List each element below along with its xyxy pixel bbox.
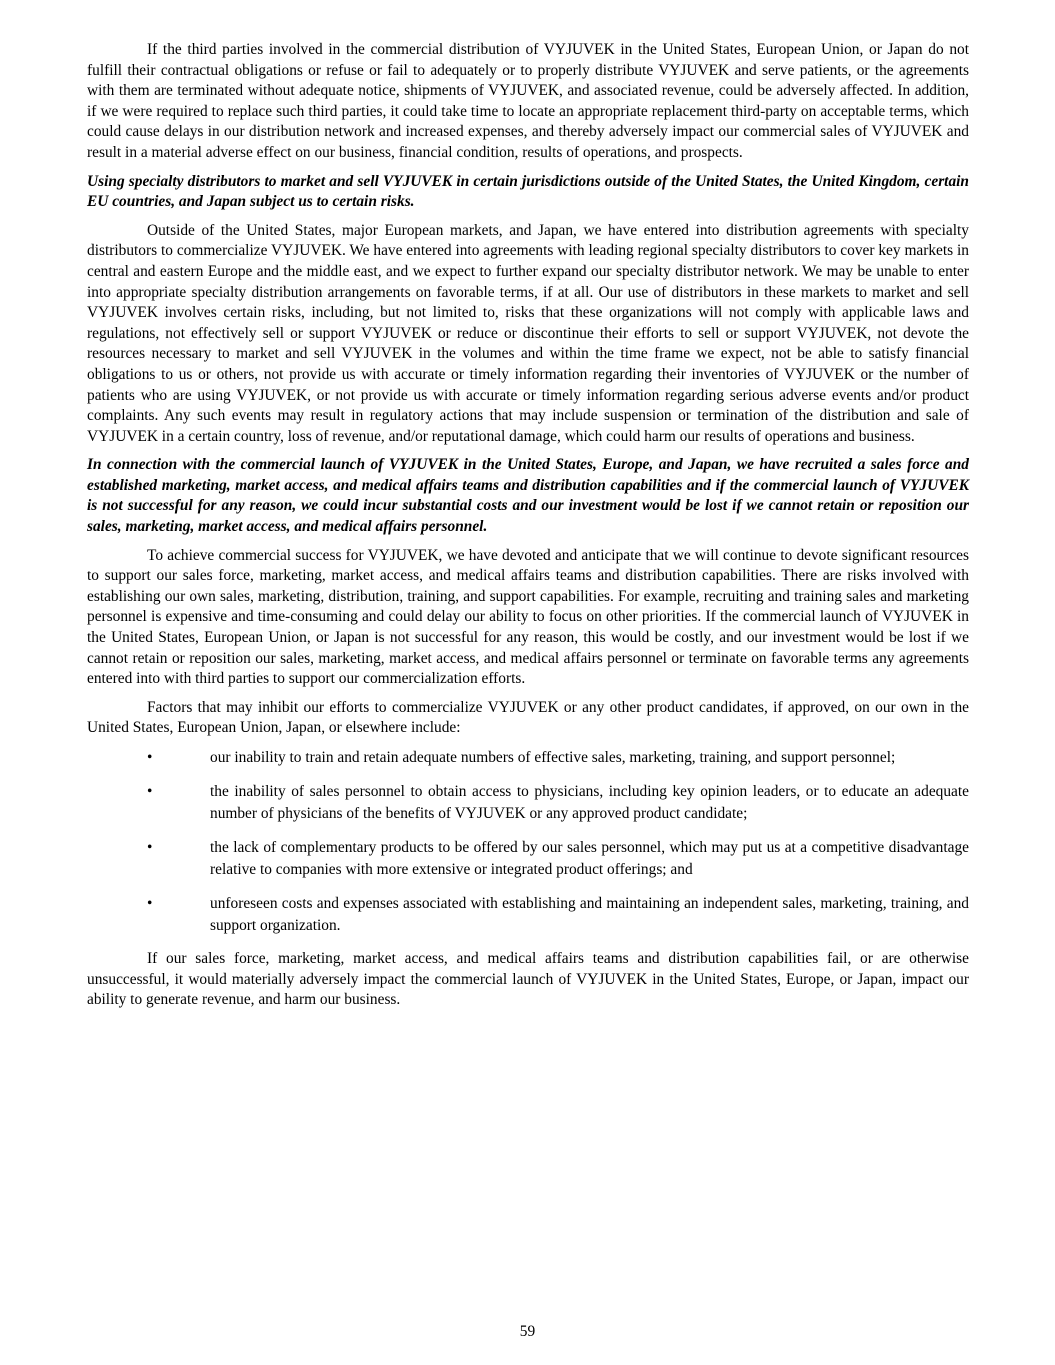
list-item [87,837,969,881]
risk-heading-specialty-distributors: Using specialty distributors to market and sell VYJUVEK in certain jurisdictions outside of the United States, the United Kingdom, certain EU countries, and Japan subject us to certain risks. [87,172,969,211]
bullet-icon: • [147,783,153,800]
paragraph-specialty-distributors: Outside of the United States, major European markets, and Japan, we have entered into distribution agreements with specialty distributors to commercialize VYJUVEK. We have entered into agreements with leading regional specialty distributors to cover key markets in central and eastern Europe and the middle east, and we expect to further expand our specialty distributor network. We may be unable to enter into appropriate specialty distribution arrangements on favorable terms, if at all. Our use of distributors in these markets to market and sell VYJUVEK involves certain risks, including, but not limited to, risks that these organizations will not comply with applicable laws and regulations, not effectively sell or support VYJUVEK or reduce or discontinue their efforts to sell or support VYJUVEK, not devote the resources necessary to market and sell VYJUVEK in the volumes and within the time frame we expect, not be able to satisfy financial obligations to us or others, not provide us with accurate or timely information regarding their inventories of VYJUVEK or the number of patients who are using VYJUVEK, or not provide us with accurate or timely information regarding serious adverse events and/or product complaints. Any such events may result in regulatory actions that may include suspension or termination of the distribution and sale of VYJUVEK in a certain country, loss of revenue, and/or reputational damage, which could harm our results of operations and business. [87,221,969,445]
list-item-text: unforeseen costs and expenses associated with establishing and maintaining an independent sales, marketing, training, and support organization. [210,895,969,934]
paragraph-conclusion: If our sales force, marketing, market access, and medical affairs teams and distribution capabilities fail, or are otherwise unsuccessful, it would materially adversely impact the commercial launch of VYJUVEK in the United States, Europe, or Japan, impact our ability to generate revenue, and harm our business. [87,950,969,1009]
list-item [87,747,969,769]
list-item-text: the lack of complementary products to be offered by our sales personnel, which may put us at a competitive disadvantage relative to companies with more extensive or integrated product offerings; and [210,839,969,878]
list-item [87,781,969,825]
list-item-text: the inability of sales personnel to obtain access to physicians, including key opinion leaders, or to educate an adequate number of physicians of the benefits of VYJUVEK or any approved product candidate; [210,783,969,822]
bullet-icon: • [147,749,153,766]
page-number: 59 [519,1323,536,1340]
bullet-icon: • [147,895,153,912]
factors-bullet-list [87,747,969,937]
bullet-icon: • [147,839,153,856]
list-item [87,893,969,937]
risk-heading-commercial-launch: In connection with the commercial launch of VYJUVEK in the United States, Europe, and Japan, we have recruited a sales force and established marketing, market access, and medical affairs teams and distribution capabilities and if the commercial launch of VYJUVEK is not successful for any reason, we could incur substantial costs and our investment would be lost if we cannot retain or reposition our sales, marketing, market access, and medical affairs personnel. [87,456,969,536]
paragraph-third-party-distribution: If the third parties involved in the commercial distribution of VYJUVEK in the United States, European Union, or Japan do not fulfill their contractual obligations or refuse or fail to adequately or to properly distribute VYJUVEK and serve patients, or the agreements with them are terminated without adequate notice, shipments of VYJUVEK, and associated revenue, could be adversely affected. In addition, if we were required to replace such third parties, it could take time to locate an appropriate replacement third-party on acceptable terms, which could cause delays in our distribution network and increased expenses, and thereby adversely impact our commercial sales of VYJUVEK and result in a material adverse effect on our business, financial condition, results of operations, and prospects. [87,41,969,161]
paragraph-inhibiting-factors: Factors that may inhibit our efforts to commercialize VYJUVEK or any other product candidates, if approved, on our own in the United States, European Union, Japan, or elsewhere include: [87,698,969,737]
document-page [87,40,969,1019]
list-item-text: our inability to train and retain adequate numbers of effective sales, marketing, training, and support personnel; [210,749,896,766]
paragraph-commercial-success: To achieve commercial success for VYJUVEK, we have devoted and anticipate that we will continue to devote significant resources to support our sales force, marketing, market access, and medical affairs teams and distribution capabilities. There are risks involved with establishing our own sales, marketing, distribution, training, and support capabilities. For example, recruiting and training sales and marketing personnel is expensive and time-consuming and could delay our ability to focus on other priorities. If the commercial launch of VYJUVEK in the United States, European Union, or Japan is not successful for any reason, this would be costly, and our investment would be lost if we cannot retain or reposition our sales, marketing, market access, and medical affairs personnel or terminate on favorable terms any agreements entered into with third parties to support our commercialization efforts. [87,546,969,688]
